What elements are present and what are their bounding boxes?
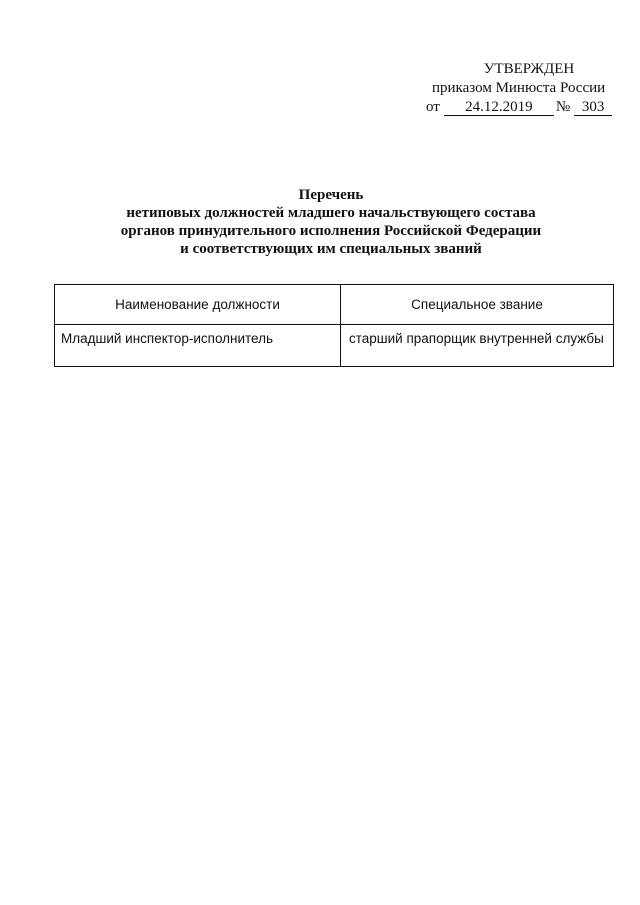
- table-header-row: [55, 285, 614, 325]
- order-number: 303: [574, 99, 612, 116]
- positions-table: [54, 284, 614, 367]
- title-line-4: и соответствующих им специальных званий: [180, 241, 482, 257]
- title-line-3: органов принудительного исполнения Российской Федерации: [120, 223, 542, 239]
- cell-rank: старший прапорщик внутренней службы: [341, 325, 614, 367]
- approval-block: [420, 60, 620, 118]
- table-row: [55, 325, 614, 367]
- approval-issuer: приказом Минюста России: [432, 80, 606, 96]
- approval-date-number: [420, 98, 620, 118]
- document-title: [0, 186, 640, 258]
- title-line-2: нетиповых должностей младшего начальствующего состава: [126, 205, 536, 221]
- title-line-1: Перечень: [298, 187, 364, 203]
- from-label: от: [426, 99, 440, 115]
- cell-position: Младший инспектор-исполнитель: [55, 325, 341, 367]
- header-position: Наименование должности: [55, 285, 341, 325]
- order-date: 24.12.2019: [444, 99, 554, 116]
- approval-heading: УТВЕРЖДЕН: [483, 61, 575, 77]
- header-rank: Специальное звание: [341, 285, 614, 325]
- number-label: №: [555, 99, 571, 115]
